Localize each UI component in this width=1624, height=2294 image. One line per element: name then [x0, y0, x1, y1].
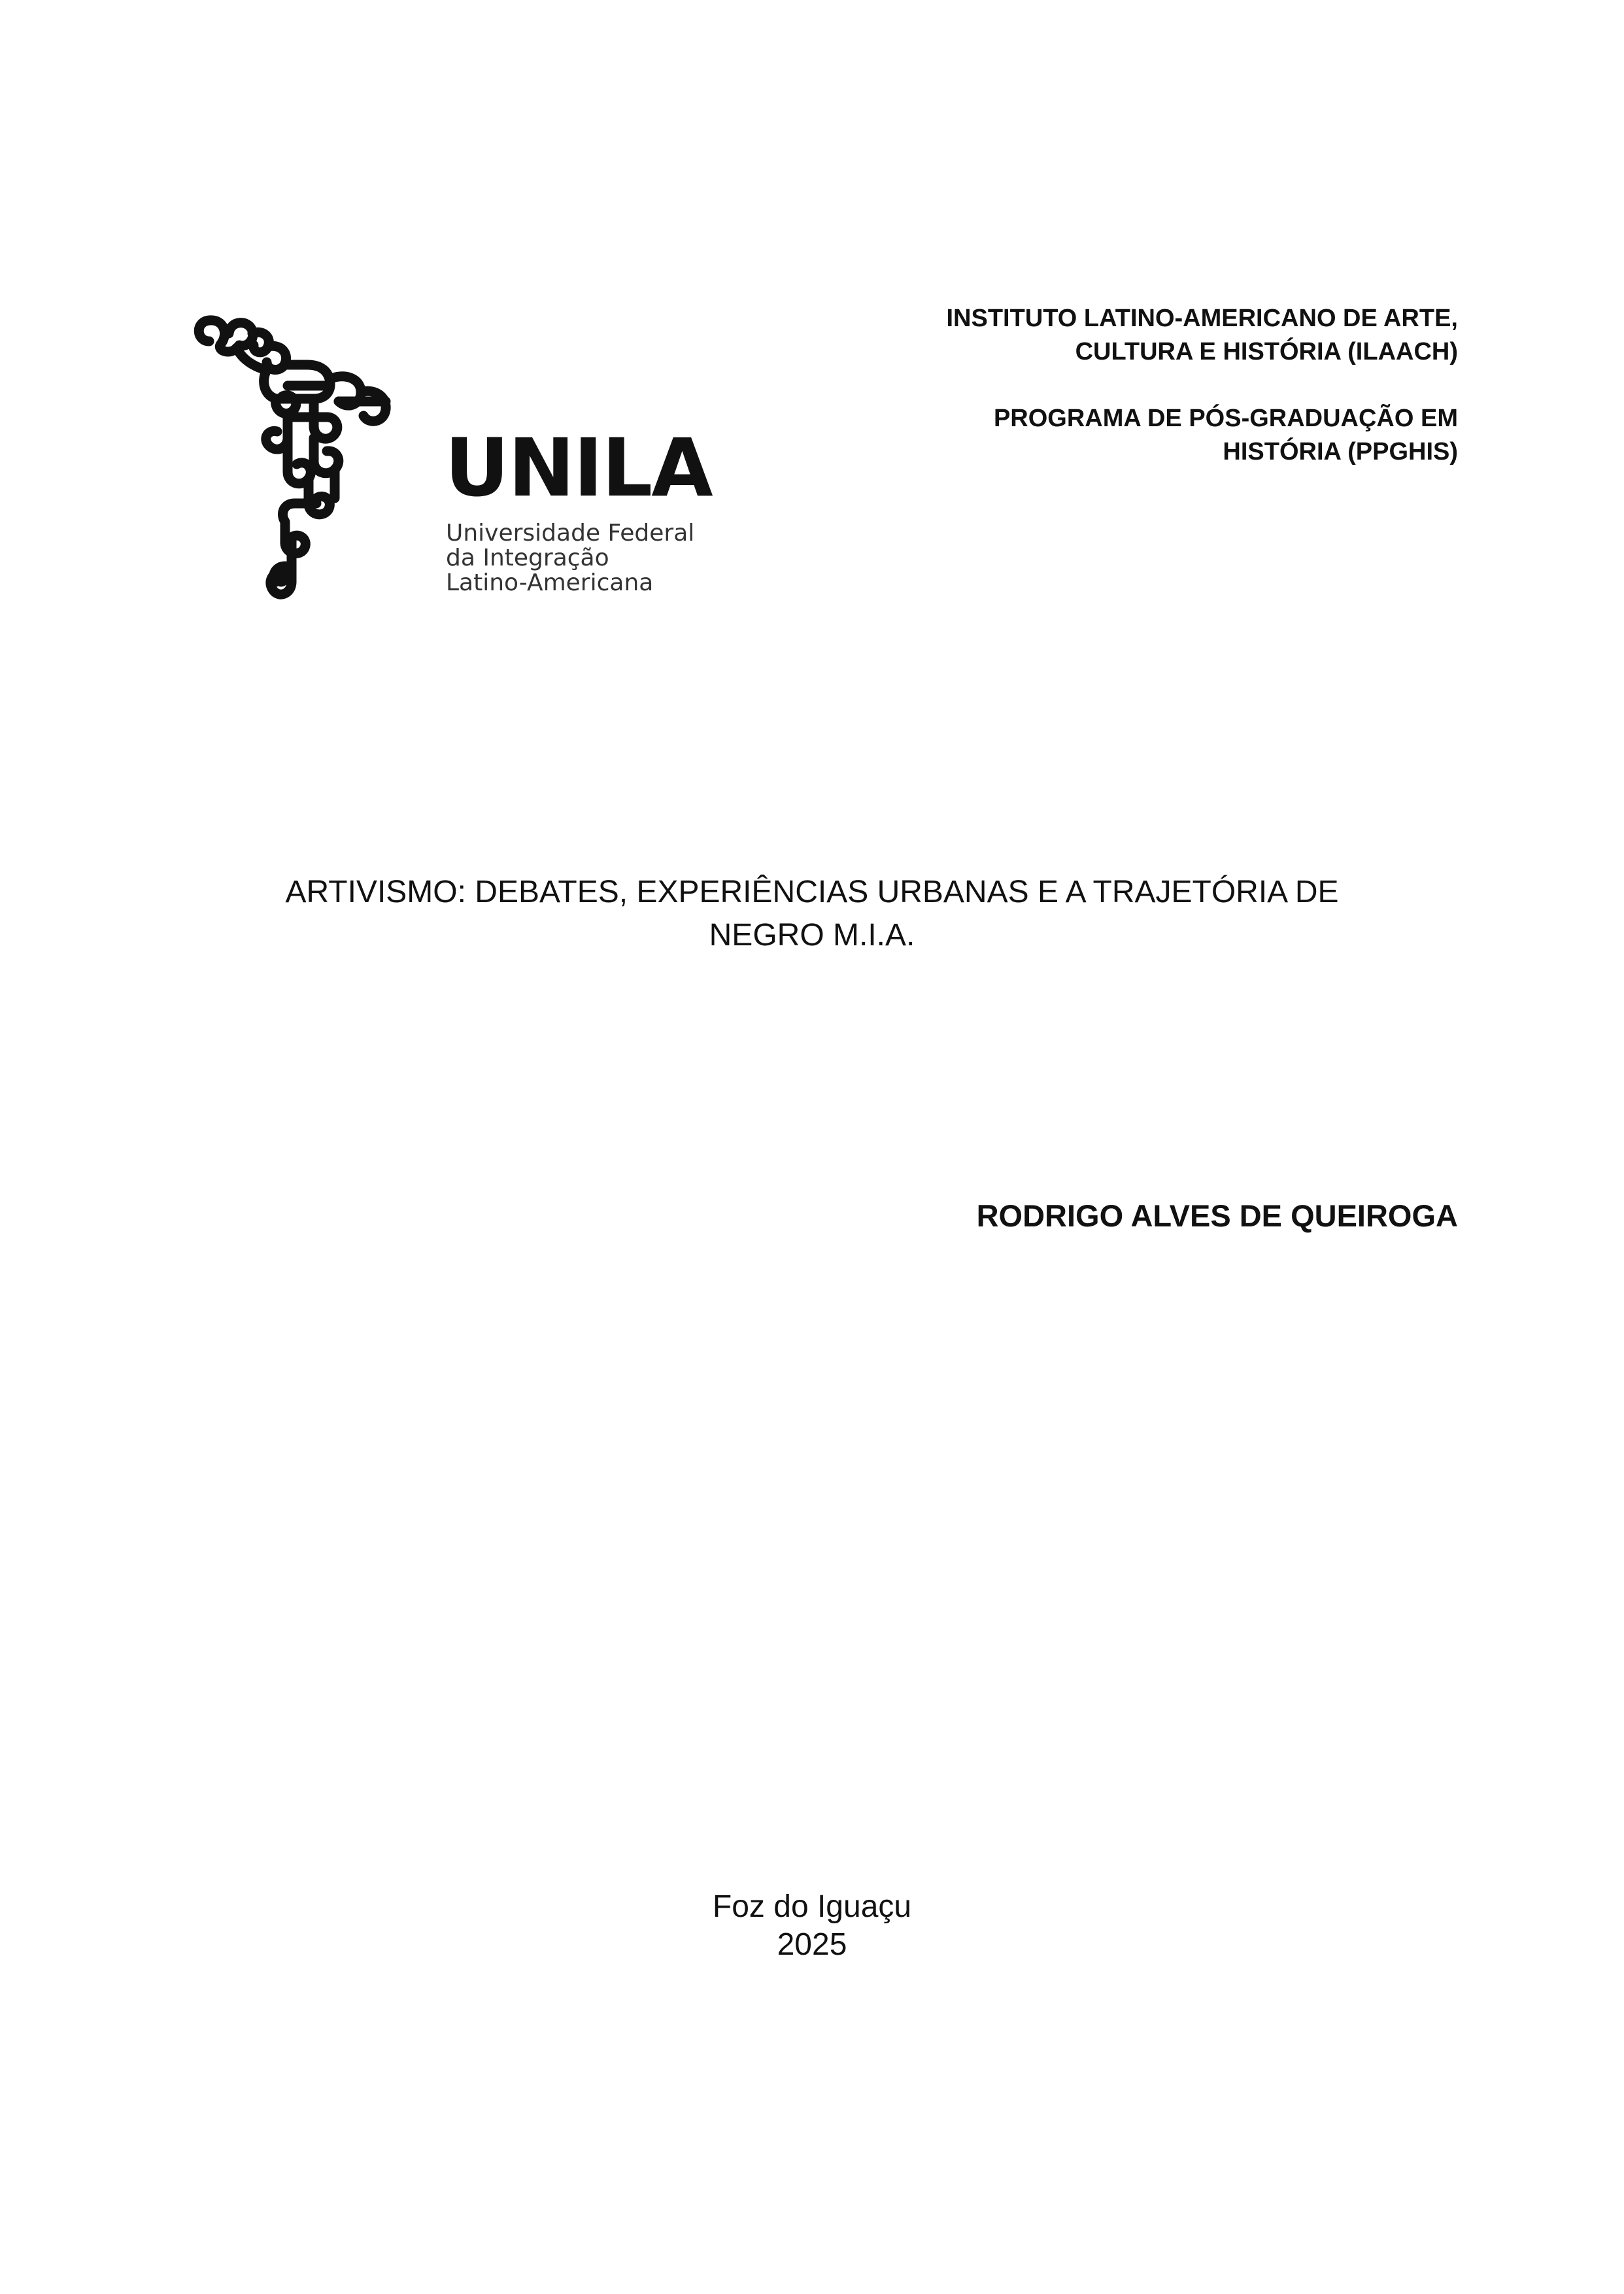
- program-name-line: PROGRAMA DE PÓS-GRADUAÇÃO EM: [993, 405, 1458, 432]
- unila-logo: [190, 307, 712, 615]
- logo-subtitle-line: da Integração: [446, 545, 609, 571]
- header-spacer: [739, 369, 1458, 402]
- year: 2025: [777, 1927, 847, 1962]
- author-name: RODRIGO ALVES DE QUEIROGA: [976, 1198, 1458, 1233]
- logo-subtitle-line: Universidade Federal: [446, 520, 695, 547]
- logo-subtitle-line: Latino-Americana: [446, 569, 654, 596]
- city: Foz do Iguaçu: [712, 1889, 912, 1924]
- institute-name-line: CULTURA E HISTÓRIA (ILAACH): [1075, 338, 1458, 365]
- unila-knot-map-icon: [190, 307, 438, 615]
- title-line: ARTIVISMO: DEBATES, EXPERIÊNCIAS URBANAS E A TRAJETÓRIA DE: [285, 875, 1339, 909]
- institution-header: [739, 302, 1458, 469]
- title-line: NEGRO M.I.A.: [709, 918, 915, 953]
- program-name-line: HISTÓRIA (PPGHIS): [1223, 438, 1458, 465]
- thesis-title: [166, 871, 1458, 957]
- institute-name-line: INSTITUTO LATINO-AMERICANO DE ARTE,: [946, 305, 1458, 332]
- place-and-year: [166, 1888, 1458, 1964]
- logo-wordmark: UNILA: [445, 422, 712, 514]
